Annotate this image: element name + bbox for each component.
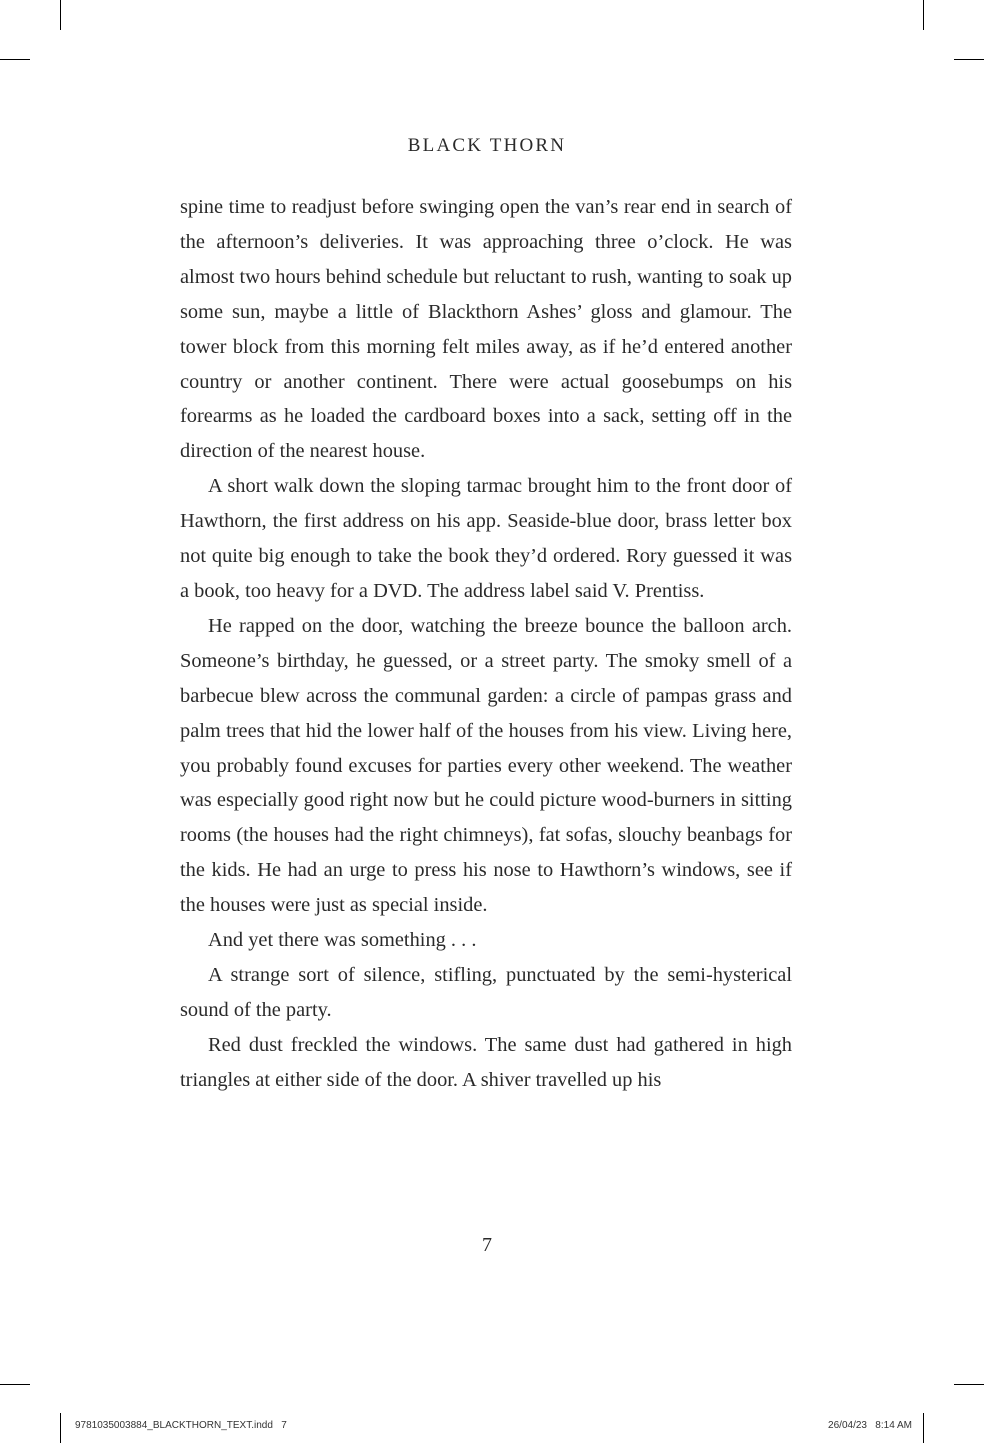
paragraph: spine time to readjust before swinging open the van’s rear end in search of the afternoon’s deliveries. It was approaching three o’clock. He was almost two hours behind schedule but reluctant to rush, wanting to soak up some sun, maybe a little of Blackthorn Ashes’ gloss and glamour. The tower block from this morning felt miles away, as if he’d entered another country or another continent. There were actual goosebumps on his forearms as he loaded the cardboard boxes into a sack, setting off in the direction of the nearest house. — [180, 196, 792, 463]
paragraph: And yet there was something . . . — [208, 929, 477, 952]
crop-mark-bottom-left-h — [0, 1384, 30, 1385]
crop-mark-bottom-right — [923, 1413, 924, 1443]
crop-mark-top-left-h — [0, 59, 30, 60]
crop-mark-top-right-h — [954, 59, 984, 60]
crop-mark-bottom-right-h — [954, 1384, 984, 1385]
paragraph: Red dust freckled the windows. The same dust had gathered in high triangles at either side of the door. A shiver travelled up his — [180, 1033, 792, 1091]
paragraph: A short walk down the sloping tarmac brought him to the front door of Hawthorn, the first address on his app. Seaside-blue door, brass letter box not quite big enough to take the book they’d ordered. Rory guessed it was a book, too heavy for a DVD. The address label said V. Prentiss. — [180, 475, 792, 602]
body-text — [180, 190, 792, 1098]
crop-mark-bottom-left — [60, 1413, 61, 1443]
slug-file-name: 9781035003884_BLACKTHORN_TEXT.indd 7 — [75, 1420, 287, 1431]
crop-mark-top-right — [923, 0, 924, 30]
crop-mark-top-left — [60, 0, 61, 30]
paragraph: A strange sort of silence, stifling, punctuated by the semi-hysterical sound of the party. — [180, 963, 792, 1021]
running-head: BLACK THORN — [407, 135, 567, 156]
paragraph: He rapped on the door, watching the breeze bounce the balloon arch. Someone’s birthday, he guessed, or a street party. The smoky smell of a barbecue blew across the communal garden: a circle of pampas grass and palm trees that hid the lower half of the houses from his view. Living here, you probably found excuses for parties every other weekend. The weather was especially good right now but he could picture wood-burners in sitting rooms (the houses had the right chimneys), fat sofas, slouchy beanbags for the kids. He had an urge to press his nose to Hawthorn’s windows, see if the houses were just as special inside. — [180, 614, 792, 917]
slug-datetime: 26/04/23 8:14 AM — [828, 1420, 912, 1431]
page-number: 7 — [482, 1234, 492, 1256]
